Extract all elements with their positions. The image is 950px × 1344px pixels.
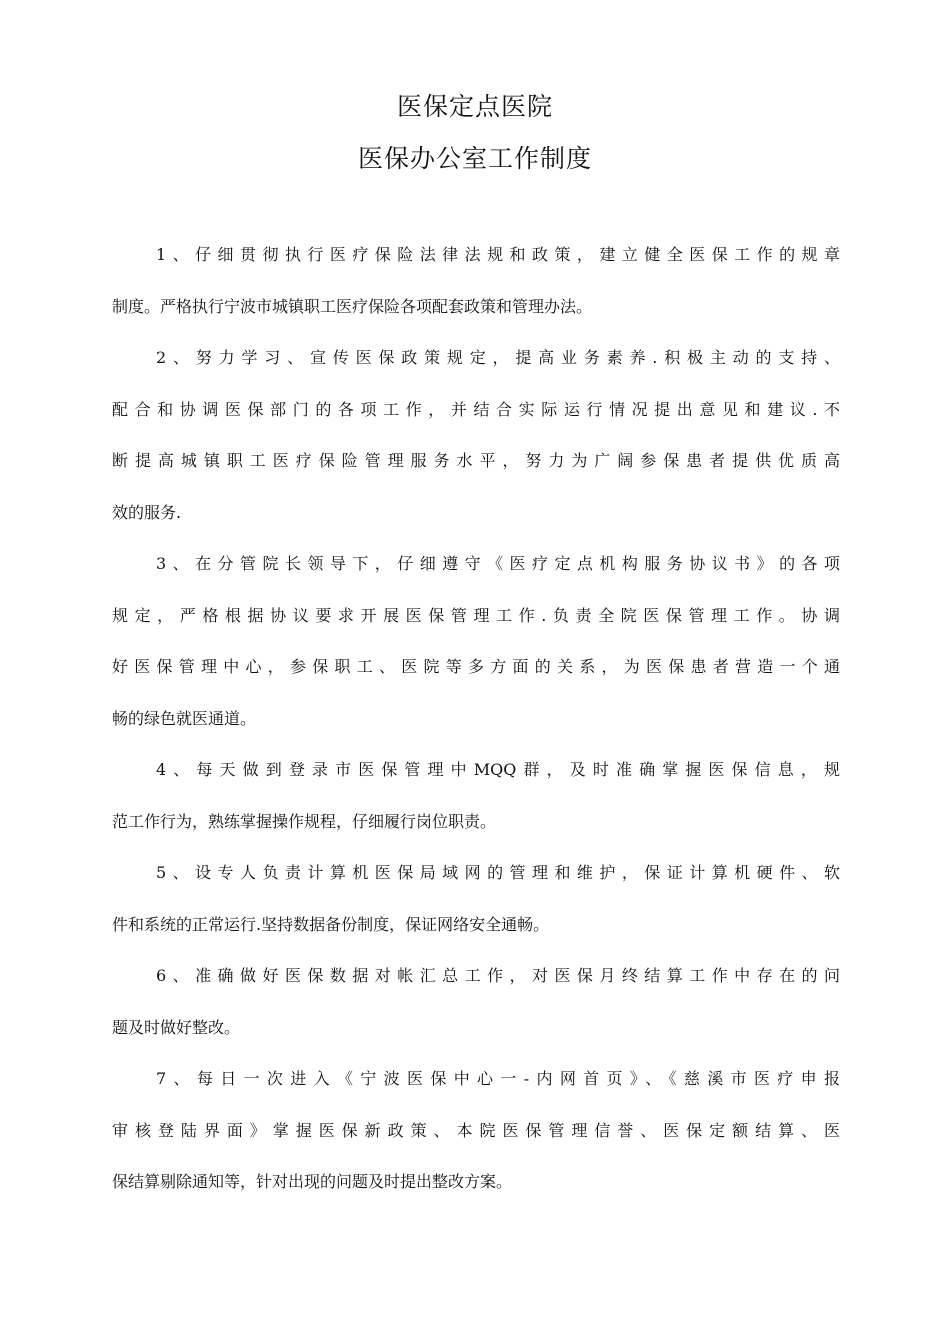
paragraph-line: 效的服务. <box>112 502 182 522</box>
paragraph-line: 好医保管理中心，参保职工、医院等多方面的关系，为医保患者营造一个通 <box>112 657 840 676</box>
document-title-line2: 医保办公室工作制度 <box>357 144 592 173</box>
paragraph-line: 规定，严格根据协议要求开展医保管理工作.负责全院医保管理工作。协调 <box>112 605 840 625</box>
document-title-line1: 医保定点医院 <box>396 92 553 121</box>
paragraph-line: 6、准确做好医保数据对帐汇总工作，对医保月终结算工作中存在的问 <box>156 966 840 985</box>
paragraph-line: 2、努力学习、宣传医保政策规定，提高业务素养.积极主动的支持、 <box>156 348 840 367</box>
paragraph-line: 5、设专人负责计算机医保局域网的管理和维护，保证计算机硬件、软 <box>156 863 840 882</box>
paragraph-line: 配合和协调医保部门的各项工作，并结合实际运行情况提出意见和建议.不 <box>112 399 840 419</box>
paragraph <box>112 547 840 753</box>
paragraph-line: 7、每日一次进入《宁波医保中心一-内网首页》、《慈溪市医疗申报 <box>156 1069 840 1088</box>
paragraph <box>112 341 840 547</box>
paragraph <box>112 856 840 959</box>
paragraph <box>112 959 840 1062</box>
paragraph-line: 3、在分管院长领导下，仔细遵守《医疗定点机构服务协议书》的各项 <box>156 554 840 573</box>
paragraph-line: 畅的绿色就医通道。 <box>112 708 257 728</box>
paragraph-line: 制度。严格执行宁波市城镇职工医疗保险各项配套政策和管理办法。 <box>112 296 593 316</box>
paragraph-line: 4、每天做到登录市医保管理中MQQ群，及时准确掌握医保信息，规 <box>156 760 840 779</box>
paragraph-line: 保结算剔除通知等，针对出现的问题及时提出整改方案。 <box>112 1172 513 1191</box>
paragraph-line: 1、仔细贯彻执行医疗保险法律法规和政策，建立健全医保工作的规章 <box>156 245 840 264</box>
document-body <box>112 238 840 1217</box>
paragraph-line: 题及时做好整改。 <box>112 1017 241 1037</box>
paragraph-line: 审核登陆界面》掌握医保新政策、本院医保管理信誉、医保定额结算、医 <box>112 1120 840 1140</box>
paragraph-line: 范工作行为，熟练掌握操作规程，仔细履行岗位职责。 <box>112 811 497 831</box>
paragraph-line: 断提高城镇职工医疗保险管理服务水平，努力为广阔参保患者提供优质高 <box>112 451 840 470</box>
paragraph <box>112 238 840 341</box>
paragraph-line: 件和系统的正常运行.坚持数据备份制度，保证网络安全通畅。 <box>112 914 550 934</box>
paragraph <box>112 753 840 856</box>
paragraph <box>112 1062 840 1217</box>
